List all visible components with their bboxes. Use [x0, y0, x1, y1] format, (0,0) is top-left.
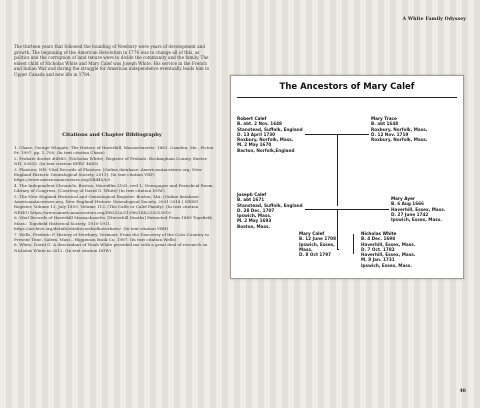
person-detail: B. abt. 2 Nov. 1648: [237, 121, 282, 127]
person-detail: D. 27 June 1742: [391, 211, 429, 217]
person-robert-calef: [237, 116, 303, 153]
person-detail: Haverhill, Essex, Mass.: [361, 241, 416, 247]
intro-paragraph: The thirteen years that followed the founding of Newbury were years of development and growth. The beginning of the American Revolution in 1776 was to change all of this, as politics and the corruption of land tenure were to divide the community and the family. The eldest child of Nicholas White and Mary Calef was Joseph White. His service in the French and Indian War and during the struggle for American independence eventually leads him to Upper Canada and new life in 1784.: [14, 44, 210, 77]
marriage-connector: [305, 209, 389, 210]
person-name: Nicholas White: [361, 231, 397, 236]
person-detail: Roxbury, Norfolk, Mass.: [371, 126, 428, 132]
person-detail: D. 13 April 1730: [237, 131, 276, 137]
chart-title: The Ancestors of Mary Calef: [279, 82, 415, 92]
person-detail: Ipswich, Essex,: [299, 241, 335, 247]
person-detail: D. 7 Oct. 1782: [361, 246, 395, 252]
citation-item: 1. Chase, George Wingate. The History of Haverhill, Massachusetts. 1861. Camden, Me., Picton Pr. 1997. pp. 1–700. (In text citation Chase): [14, 145, 214, 156]
person-detail: M. 8 Jan. 1731: [361, 257, 395, 263]
person-detail: B. abt 1671: [237, 197, 265, 203]
person-detail: Stanstead, Suffolk, England: [237, 126, 303, 132]
person-detail: Roxbury, Norfolk, Mass.: [371, 137, 428, 143]
person-detail: B. abt 1648: [371, 121, 399, 127]
person-name: Mary Ayer: [391, 196, 415, 201]
marriage-connector: [353, 234, 354, 254]
citation-item: 7. Wells, Frederic P. History of Newbury, Vermont: From the Discovery of the Coös Country to Present Time. Salem, Mass., Higginson Book Co, 1987. (In text citation Wells): [14, 231, 209, 242]
person-detail: B. 4 Dec. 1698: [361, 236, 396, 242]
person-detail: Ipswich, Essex, Mass.: [391, 217, 442, 223]
person-detail: Haverhill, Essex, Mass.: [361, 252, 416, 258]
person-detail: D. 8 Oct 1797: [299, 252, 332, 258]
bibliography-list: [14, 145, 214, 253]
person-detail: B. 6 Aug 1666: [391, 201, 424, 207]
person-detail: Mass.: [299, 246, 313, 252]
person-joseph-calef: [237, 192, 303, 229]
person-name: Mary Trace: [371, 116, 397, 121]
citation-item: 6. Vital Records of Haverhill Massachusetts. [Haverhill Deaths] Extracted From 1849 Topsfield, Mass.: Topsfield Historical Society, 1910-1911. https://archive.org/details/vitalrecordsofhaverhave/. (In text citation VRH): [14, 215, 213, 232]
descent-connector: [337, 249, 339, 250]
person-detail: D. 28 Dec. 1707: [237, 207, 275, 213]
person-detail: B. 12 June 1708: [299, 236, 336, 242]
person-name: Mary Calef: [299, 231, 325, 236]
person-mary-trace: [371, 116, 427, 142]
page-number: 48: [459, 389, 466, 394]
person-mary-calef: [299, 231, 336, 257]
person-nicholas-white: [361, 231, 415, 268]
person-detail: M. 2 May 1670: [237, 142, 272, 148]
citation-item: 5. The New England Historical and Genealogical Register. Boston, MA: (Online database: AmericanAncestors.org, New England Historic Genealogical Society, 2001-2018.) NEHG Register, Volume 13, July 1859. Volume 113. (The Calfe or Calef Family). (In text citation NEHG) https://www.americanancestors.org/DB202/i/11596/184/235313010: [14, 193, 200, 215]
descent-connector: [337, 134, 338, 206]
citation-item: 2. Probate docket #4885, (Nicholas White), Register of Probate, Rockingham County, Exeter, NH, 03833. (In text citation RPRC 4885): [14, 155, 208, 167]
person-detail: D. 12 Nov. 1719: [371, 131, 409, 137]
person-name: Joseph Calef: [237, 192, 267, 197]
person-detail: Roxbury, Norfolk, Mass.: [237, 137, 294, 143]
person-detail: Bacton, Norfolk,England: [237, 147, 295, 153]
person-detail: M. 2 May 1693: [237, 218, 272, 224]
bibliography-heading: Citations and Chapter Bibliography: [62, 132, 162, 138]
person-name: Robert Calef: [237, 116, 267, 121]
citation-item: 3. Plaistow, NH: Vital Records of Plaistow. (Online database: AmericanAncestors.org, New England Historic Genealogical Society, 2011). (In text citation VRP) https://www.americanancestors.org/DB440/i/0: [14, 166, 202, 183]
descent-connector: [337, 209, 338, 249]
person-detail: Boston, Mass.: [237, 223, 271, 229]
ancestry-chart: [230, 75, 464, 279]
person-mary-ayer: [391, 196, 445, 222]
title-rule: [237, 97, 457, 98]
person-detail: Ipswich, Essex, Mass.: [361, 262, 412, 268]
person-detail: Ipswich, Mass.: [237, 213, 272, 219]
person-detail: Stanstead, Suffolk, England: [237, 202, 303, 208]
person-detail: Haverhill, Essex, Mass.: [391, 206, 446, 212]
citation-item: 8. White, David G. A descendant of Noah White provided me with a great deal of research on Nicholas White in 2012. (In text citation DGW): [14, 242, 208, 253]
citation-item: 4. The Independent Chronicle, Boston, Microfilm 3165, reel 1, Newspaper and Periodical Room, Library of Congress. (Courtesy of David G. White) (In text citation DGW): [14, 182, 214, 194]
running-head: A White Family Odyssey: [402, 17, 466, 22]
